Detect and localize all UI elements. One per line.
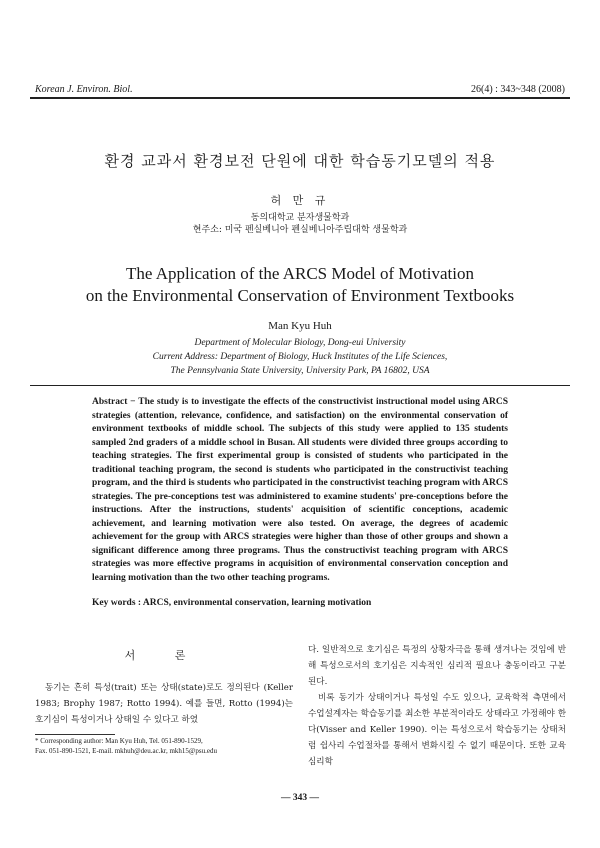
right-column [308, 642, 566, 770]
running-header [35, 84, 565, 95]
english-affiliation [30, 336, 570, 378]
page-number: — 343 — [281, 793, 319, 803]
right-paragraph-1: 다. 일반적으로 호기심은 특정의 상황자극을 통해 생겨나는 것임에 반해 특성으로서의 호기심은 지속적인 심리적 필요나 충동이라고 구분된다. [308, 645, 566, 687]
english-title-line1: The Application of the ARCS Model of Motivation [125, 264, 474, 283]
english-aff-line2: Current Address: Department of Biology, Huck Institutes of the Life Sciences, [152, 352, 448, 362]
english-aff-line3: The Pennsylvania State University, University Park, PA 16802, USA [170, 366, 430, 376]
english-title-line2: on the Environmental Conservation of Environment Textbooks [85, 286, 515, 305]
abstract: Abstract − The study is to investigate the effects of the constructivist instructional model using ARCS strategies (attention, relevance, confidence, and satisfaction) on the environmental conservation of environment textbooks of middle school. The subjects of this study were applied to 135 students sampled 2nd graders of a middle school in Busan. All students were divided three groups according to teaching strategies. The first experimental group is consisted of students who participated in the traditional teaching program, the second is students who participated in the constructivist teaching program, and the third is students who participated in the constructivist teaching program with ARCS strategies. The pre-conceptions test was administered to examine students' pre-conceptions before the instructions. After the instructions, students' acquisition of scientific conceptions, academic achievement, and learning motivation were also tested. On average, the degrees of academic achievement for the group with ARCS strategies were higher than those of other groups and shown a significant difference among three programs. Thus the constructivist teaching program with ARCS strategies was more effective programs in acquisition of environmental conservation conception and learning motivation than the two other teaching programs. [92, 397, 508, 583]
footnote-rule [35, 734, 115, 735]
left-paragraph: 동기는 흔히 특성(trait) 또는 상태(state)로도 정의된다 (Keller 1983; Brophy 1987; Rotto 1994). 예를 들면, Rotto (1994)는 호기심이 특성이거나 상태일 수 있다고 하였 [35, 683, 293, 725]
korean-title: 환경 교과서 환경보전 단원에 대한 학습동기모델의 적용 [104, 152, 496, 170]
korean-author: 허 만 규 [270, 194, 330, 207]
footnote [35, 736, 295, 756]
header-rule [30, 97, 570, 99]
keywords: Key words : ARCS, environmental conservation, learning motivation [92, 598, 372, 608]
footnote-line1: * Corresponding author: Man Kyu Huh, Tel. 051-890-1529, [35, 737, 203, 745]
korean-current-address: 현주소: 미국 펜실베니아 펜실베니아주립대학 생물학과 [192, 225, 408, 235]
citation: 26(4) : 343~348 (2008) [470, 84, 565, 95]
right-paragraph-2: 비록 동기가 상태이거나 특성일 수도 있으나, 교육학적 측면에서 수업설계자는 학습동기를 최소한 부분적이라도 상태라고 가정해야 한다(Visser and Keller 1990). 이는 특성으로서 학습동기는 상태처럼 쉽사리 수업절차를 통해서 변화시킬 수 없기 때문이다. 또한 교육심리학 [308, 693, 566, 767]
abstract-top-rule [30, 385, 570, 386]
korean-affiliation: 동의대학교 분자생물학과 [250, 213, 350, 223]
journal-name: Korean J. Environ. Biol. [35, 84, 133, 95]
english-author: Man Kyu Huh [268, 320, 332, 332]
english-title [30, 263, 570, 307]
section-title: 서 론 [124, 649, 204, 662]
footnote-line2: Fax. 051-890-1521, E-mail. mkhuh@deu.ac.kr, mkh15@psu.edu [35, 747, 217, 755]
left-column [35, 640, 293, 728]
english-aff-line1: Department of Molecular Biology, Dong-eui University [194, 338, 406, 348]
